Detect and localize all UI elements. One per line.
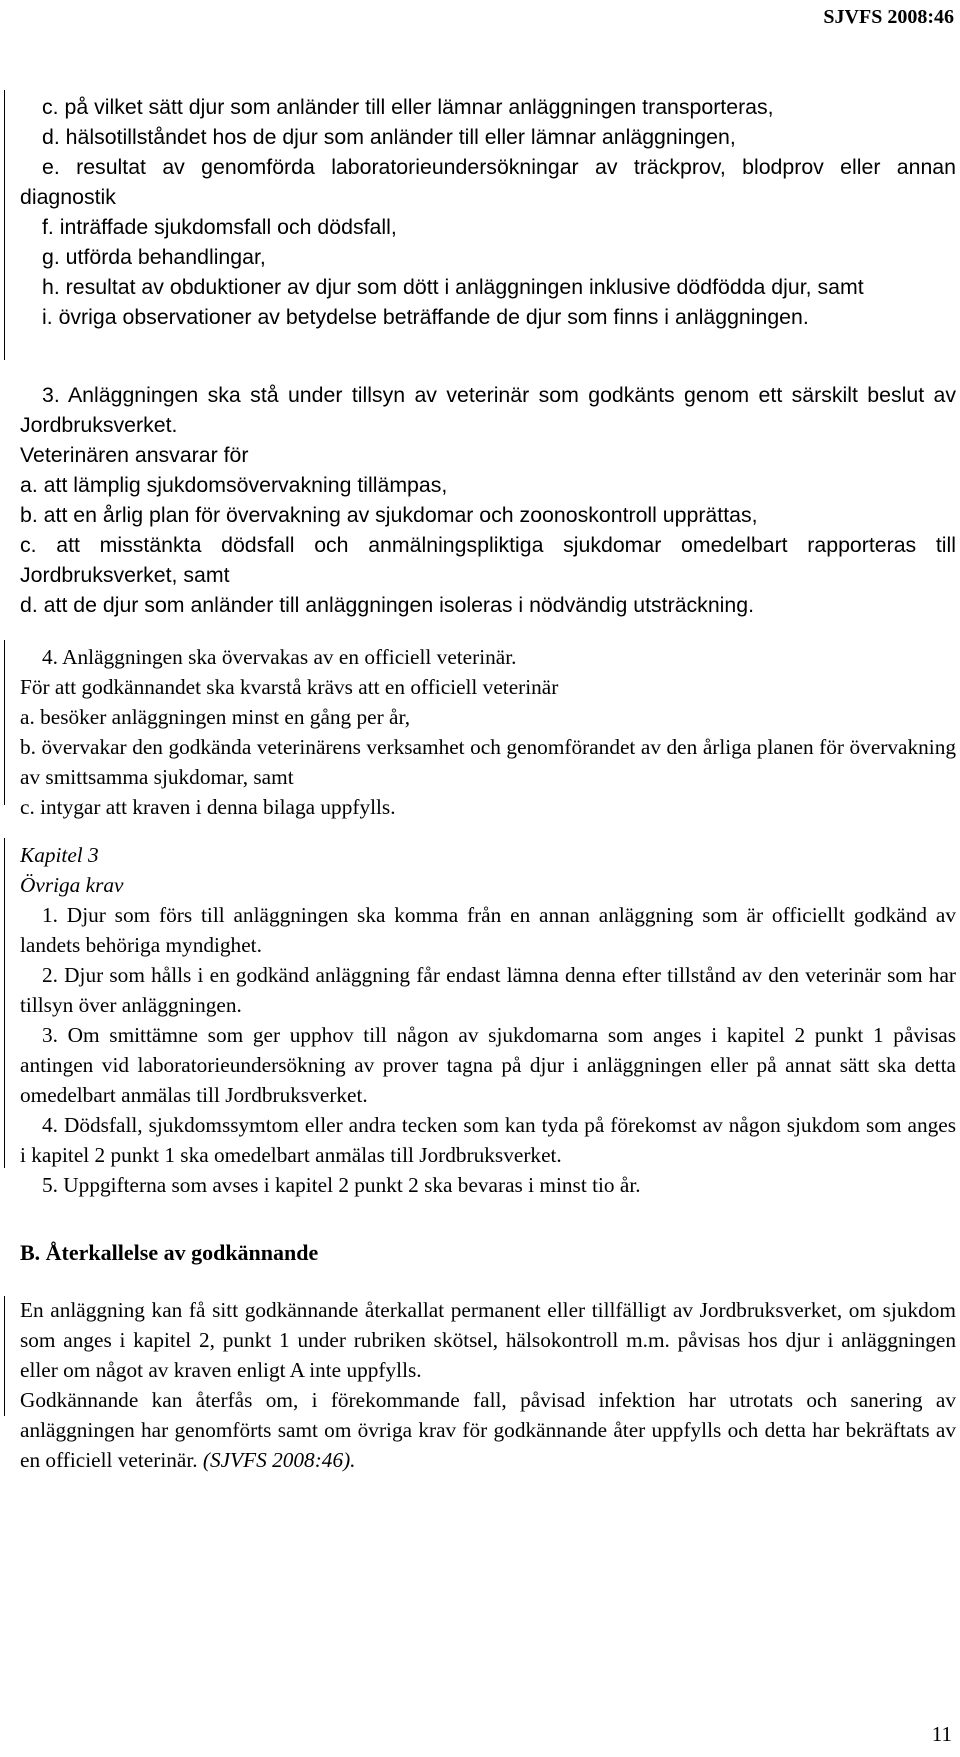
list-item: 2. Djur som hålls i en godkänd anläggning får endast lämna denna efter tillstånd av den veterinär som har tillsyn över anläggningen. (20, 963, 956, 1017)
list-item: 4. Dödsfall, sjukdomssymtom eller andra tecken som kan tyda på förekomst av någon sjukdom som anges i kapitel 2 punkt 1 ska omedelbart anmälas till Jordbruksverket. (20, 1113, 956, 1167)
list-item: b. övervakar den godkända veterinärens verksamhet och genomförandet av den årliga planen för övervakning av smittsamma sjukdomar, samt (20, 735, 956, 789)
paragraph: En anläggning kan få sitt godkännande återkallat permanent eller tillfälligt av Jordbruksverket, om sjukdom som anges i kapitel 2, punkt 1 under rubriken skötsel, hälsokontroll m.m. påvisas hos djur i anläggningen eller om något av kraven enligt A inte uppfylls. (20, 1298, 956, 1382)
page-header: SJVFS 2008:46 (823, 6, 954, 28)
chapter-subtitle: Övriga krav (20, 873, 124, 897)
chapter-title: Kapitel 3 (20, 843, 99, 867)
point-3-sub: Veterinären ansvarar för (20, 443, 249, 467)
change-bar (4, 640, 5, 805)
section-b (20, 1238, 956, 1475)
change-bar (4, 838, 5, 1168)
list-item: 3. Om smittämne som ger upphov till någon av sjukdomarna som anges i kapitel 2 punkt 1 påvisas antingen vid laboratorieundersökning av prover tagna på djur i anläggningen eller på annat sätt ska detta omedelbart anmälas till Jordbruksverket. (20, 1023, 956, 1107)
point-3-intro: 3. Anläggningen ska stå under tillsyn av veterinär som godkänts genom ett särskilt beslut av Jordbruksverket. (20, 383, 956, 437)
list-item: d. att de djur som anländer till anläggningen isoleras i nödvändig utsträckning. (20, 593, 755, 617)
change-bar (4, 1296, 5, 1416)
list-item: d. hälsotillståndet hos de djur som anländer till eller lämnar anläggningen, (42, 125, 736, 149)
point-4 (20, 642, 956, 822)
list-item: c. att misstänkta dödsfall och anmälningspliktiga sjukdomar omedelbart rapporteras till Jordbruksverket, samt (20, 533, 956, 587)
section-heading: B. Återkallelse av godkännande (20, 1240, 319, 1265)
point-3 (20, 380, 956, 620)
list-item: i. övriga observationer av betydelse beträffande de djur som finns i anläggningen. (42, 305, 809, 329)
list-item: 1. Djur som förs till anläggningen ska komma från en annan anläggning som är officiellt godkänd av landets behöriga myndighet. (20, 903, 956, 957)
list-item: 5. Uppgifterna som avses i kapitel 2 punkt 2 ska bevaras i minst tio år. (42, 1173, 641, 1197)
chapter-3 (20, 840, 956, 1200)
list-item: c. på vilket sätt djur som anländer till eller lämnar anläggningen transporteras, (42, 95, 774, 119)
change-bar (4, 90, 5, 360)
point-4-sub: För att godkännandet ska kvarstå krävs att en officiell veterinär (20, 675, 559, 699)
list-item: f. inträffade sjukdomsfall och dödsfall, (42, 215, 397, 239)
paragraph: Godkännande kan återfås om, i förekommande fall, påvisad infektion har utrotats och sanering av anläggningen har genomförts samt om övriga krav för godkännande åter uppfylls och detta har bekräftats av en officiell veterinär. (SJVFS 2008:46). (20, 1388, 956, 1472)
page-number: 11 (931, 1722, 952, 1746)
list-item: g. utförda behandlingar, (42, 245, 266, 269)
list-item: h. resultat av obduktioner av djur som dött i anläggningen inklusive dödfödda djur, samt (42, 275, 864, 299)
list-item: a. att lämplig sjukdomsövervakning tillämpas, (20, 473, 448, 497)
point-4-intro: 4. Anläggningen ska övervakas av en officiell veterinär. (42, 645, 517, 669)
list-item: e. resultat av genomförda laboratorieundersökningar av träckprov, blodprov eller annan diagnostik (20, 155, 956, 209)
list-item: b. att en årlig plan för övervakning av sjukdomar och zoonoskontroll upprättas, (20, 503, 758, 527)
reference: (SJVFS 2008:46). (202, 1448, 356, 1472)
list-item: c. intygar att kraven i denna bilaga uppfylls. (20, 795, 396, 819)
list-item: a. besöker anläggningen minst en gång per år, (20, 705, 411, 729)
list-part1 (20, 92, 956, 332)
